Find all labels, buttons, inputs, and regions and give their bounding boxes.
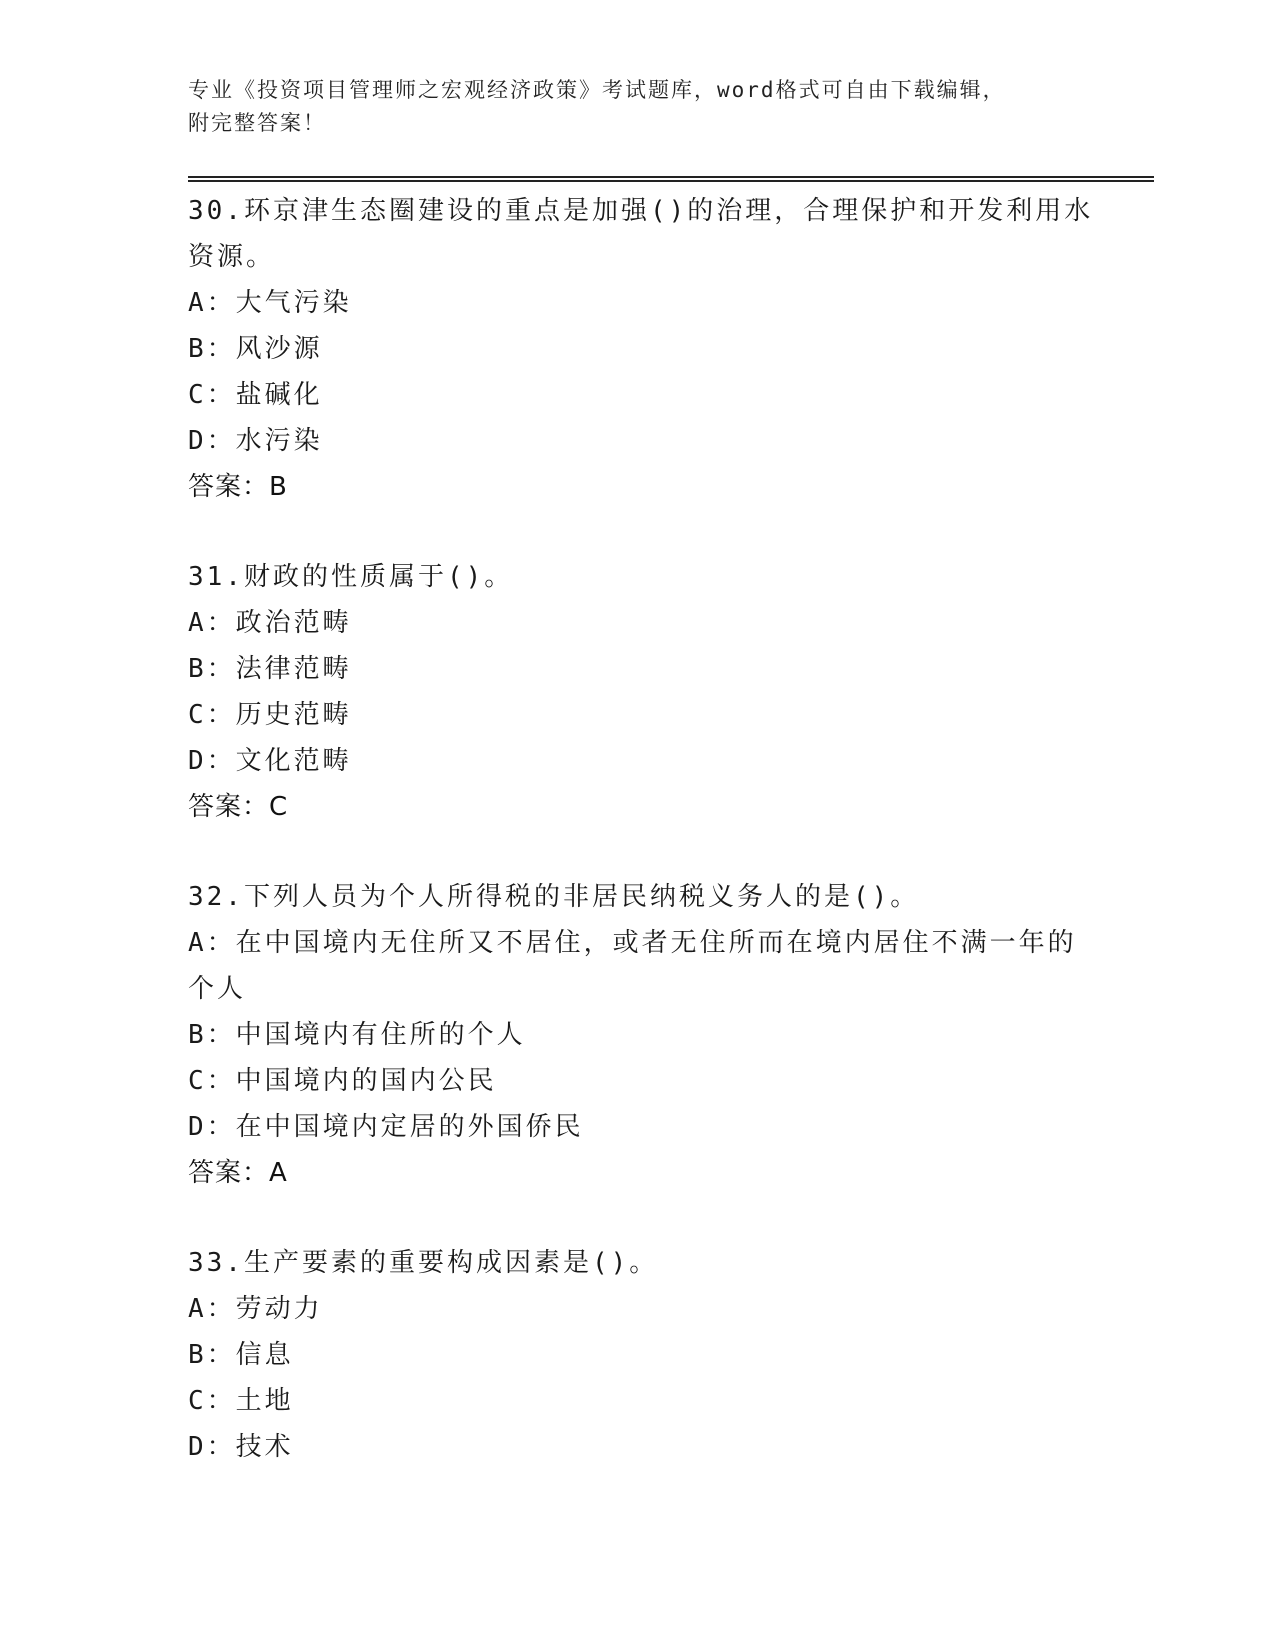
question-32 xyxy=(188,874,1088,1196)
question-stem: 资源。 xyxy=(188,242,276,272)
option-a: A：政治范畴 xyxy=(188,608,352,638)
document-header xyxy=(188,74,1088,140)
option-c: C：土地 xyxy=(188,1386,294,1416)
question-stem: 32.下列人员为个人所得税的非居民纳税义务人的是()。 xyxy=(188,882,920,912)
question-stem: 30.环京津生态圈建设的重点是加强()的治理，合理保护和开发利用水 xyxy=(188,196,1094,226)
option-c: C：历史范畴 xyxy=(188,700,352,730)
option-b: B：法律范畴 xyxy=(188,654,352,684)
option-a: A：劳动力 xyxy=(188,1294,323,1324)
question-stem: 31.财政的性质属于()。 xyxy=(188,562,514,592)
option-d: D：水污染 xyxy=(188,426,323,456)
question-list xyxy=(188,188,1094,1514)
option-b: B：信息 xyxy=(188,1340,294,1370)
option-b: B：中国境内有住所的个人 xyxy=(188,1020,526,1050)
question-stem: 33.生产要素的重要构成因素是()。 xyxy=(188,1248,659,1278)
option-c: C：中国境内的国内公民 xyxy=(188,1066,497,1096)
option-a-continued: 个人 xyxy=(188,974,247,1004)
header-line-1: 专业《投资项目管理师之宏观经济政策》考试题库，word格式可自由下载编辑， xyxy=(188,78,1006,102)
option-d: D：在中国境内定居的外国侨民 xyxy=(188,1112,584,1142)
option-d: D：文化范畴 xyxy=(188,746,352,776)
option-b: B：风沙源 xyxy=(188,334,323,364)
answer-text: 答案：A xyxy=(188,1158,288,1188)
question-30 xyxy=(188,188,1094,510)
header-divider xyxy=(188,176,1154,182)
option-a: A：大气污染 xyxy=(188,288,352,318)
option-a: A：在中国境内无住所又不居住，或者无住所而在境内居住不满一年的 xyxy=(188,928,1077,958)
question-31 xyxy=(188,554,1088,830)
option-c: C：盐碱化 xyxy=(188,380,323,410)
header-line-2: 附完整答案！ xyxy=(188,111,326,135)
question-33 xyxy=(188,1240,1088,1470)
answer-text: 答案：C xyxy=(188,792,289,822)
answer-text: 答案：B xyxy=(188,472,288,502)
option-d: D：技术 xyxy=(188,1432,294,1462)
